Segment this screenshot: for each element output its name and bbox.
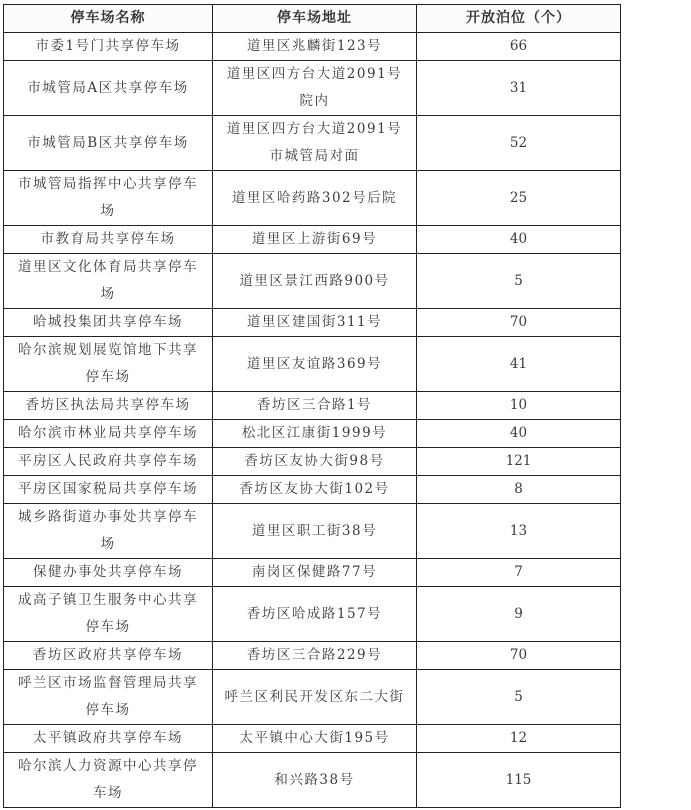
open-spaces-cell: 40 [417,420,621,448]
open-spaces-cell: 13 [417,504,621,559]
table-row [4,753,621,808]
table-row [4,61,621,116]
parking-name-cell: 平房区人民政府共享停车场 [4,448,213,476]
open-spaces-cell: 66 [417,33,621,61]
table-header-row [4,5,621,33]
header-parking-address: 停车场地址 [213,5,417,33]
parking-name-cell: 市城管局A区共享停车场 [4,61,213,116]
open-spaces-cell: 25 [417,171,621,226]
parking-name-cell: 道里区文化体育局共享停车场 [4,254,213,309]
parking-name-cell: 呼兰区市场监督管理局共享停车场 [4,670,213,725]
parking-address-cell: 道里区上游街69号 [213,226,417,254]
parking-name-cell: 市委1号门共享停车场 [4,33,213,61]
open-spaces-cell: 12 [417,725,621,753]
parking-address-cell: 香坊区友协大街102号 [213,476,417,504]
open-spaces-cell: 52 [417,116,621,171]
header-open-spaces: 开放泊位（个） [417,5,621,33]
parking-address-cell: 香坊区三合路1号 [213,392,417,420]
parking-name-cell: 市城管局指挥中心共享停车场 [4,171,213,226]
table-row [4,559,621,587]
parking-address-cell: 道里区职工街38号 [213,504,417,559]
parking-address-cell: 香坊区哈成路157号 [213,587,417,642]
parking-name-cell: 城乡路街道办事处共享停车场 [4,504,213,559]
open-spaces-cell: 5 [417,670,621,725]
open-spaces-cell: 40 [417,226,621,254]
table-body [4,33,621,808]
parking-name-cell: 保健办事处共享停车场 [4,559,213,587]
table-row [4,226,621,254]
parking-name-cell: 太平镇政府共享停车场 [4,725,213,753]
open-spaces-cell: 41 [417,337,621,392]
parking-address-cell: 松北区江康街1999号 [213,420,417,448]
open-spaces-cell: 70 [417,642,621,670]
parking-address-cell: 香坊区三合路229号 [213,642,417,670]
parking-name-cell: 哈城投集团共享停车场 [4,309,213,337]
parking-address-cell: 道里区友谊路369号 [213,337,417,392]
open-spaces-cell: 10 [417,392,621,420]
open-spaces-cell: 5 [417,254,621,309]
table-row [4,392,621,420]
parking-name-cell: 香坊区政府共享停车场 [4,642,213,670]
parking-address-cell: 太平镇中心大街195号 [213,725,417,753]
parking-address-cell: 呼兰区利民开发区东二大街 [213,670,417,725]
parking-address-cell: 道里区景江西路900号 [213,254,417,309]
parking-address-cell: 道里区兆麟街123号 [213,33,417,61]
parking-name-cell: 哈尔滨规划展览馆地下共享停车场 [4,337,213,392]
open-spaces-cell: 115 [417,753,621,808]
open-spaces-cell: 121 [417,448,621,476]
parking-name-cell: 哈尔滨市林业局共享停车场 [4,420,213,448]
parking-table [3,4,621,808]
table-row [4,642,621,670]
table-row [4,33,621,61]
parking-address-cell: 道里区建国街311号 [213,309,417,337]
parking-address-cell: 道里区四方台大道2091号院内 [213,61,417,116]
table-row [4,476,621,504]
parking-name-cell: 市教育局共享停车场 [4,226,213,254]
table-row [4,587,621,642]
table-row [4,337,621,392]
open-spaces-cell: 9 [417,587,621,642]
table-row [4,171,621,226]
parking-name-cell: 成高子镇卫生服务中心共享停车场 [4,587,213,642]
table-row [4,448,621,476]
table-row [4,254,621,309]
table-row [4,116,621,171]
parking-address-cell: 道里区四方台大道2091号市城管局对面 [213,116,417,171]
table-row [4,504,621,559]
open-spaces-cell: 31 [417,61,621,116]
parking-name-cell: 平房区国家税局共享停车场 [4,476,213,504]
parking-name-cell: 香坊区执法局共享停车场 [4,392,213,420]
parking-address-cell: 香坊区友协大街98号 [213,448,417,476]
table-row [4,725,621,753]
header-parking-name: 停车场名称 [4,5,213,33]
parking-name-cell: 哈尔滨人力资源中心共享停车场 [4,753,213,808]
parking-address-cell: 和兴路38号 [213,753,417,808]
table-row [4,670,621,725]
open-spaces-cell: 8 [417,476,621,504]
open-spaces-cell: 70 [417,309,621,337]
parking-address-cell: 道里区哈药路302号后院 [213,171,417,226]
table-row [4,420,621,448]
parking-address-cell: 南岗区保健路77号 [213,559,417,587]
parking-name-cell: 市城管局B区共享停车场 [4,116,213,171]
table-row [4,309,621,337]
open-spaces-cell: 7 [417,559,621,587]
